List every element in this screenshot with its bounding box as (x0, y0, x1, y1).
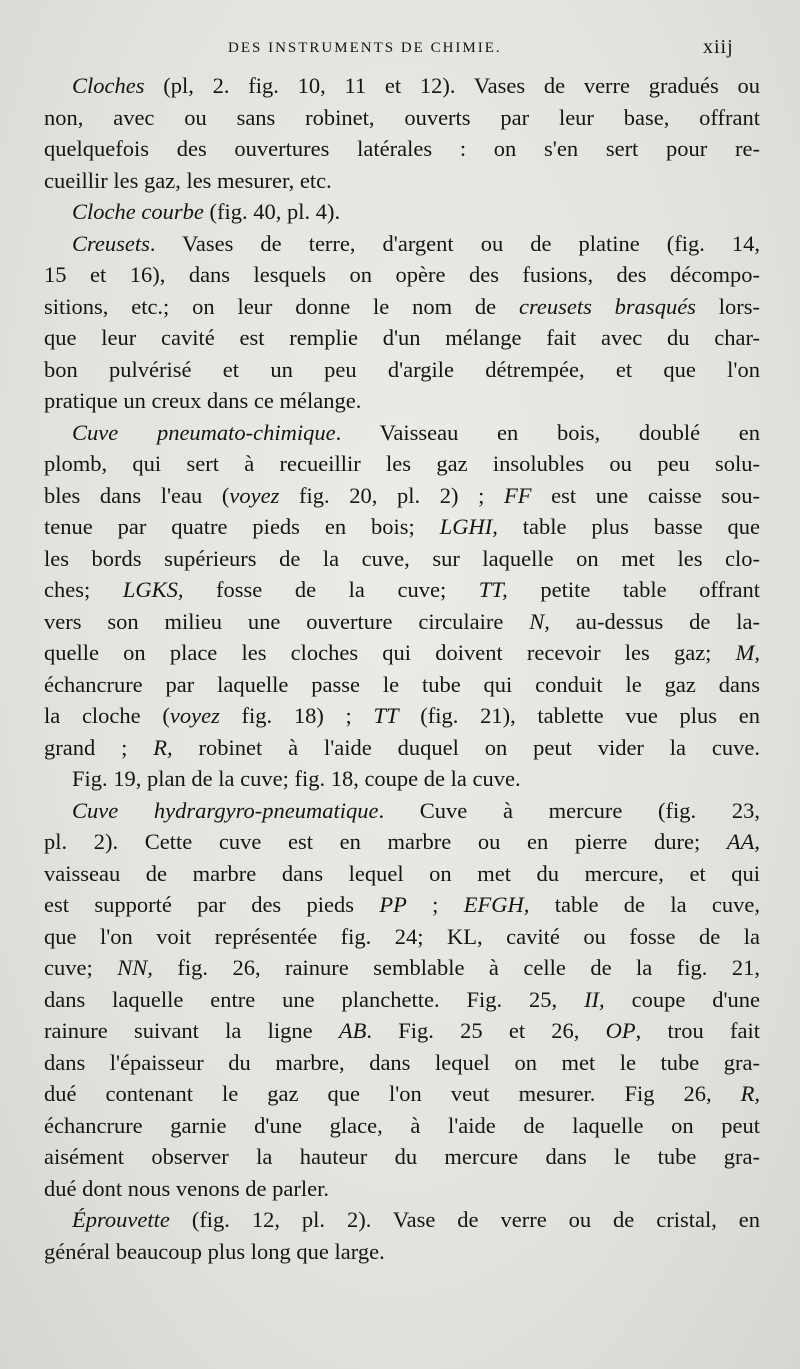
text-line: que l'on voit représentée fig. 24; KL, cavité ou fosse de la (44, 923, 760, 949)
text-line: est supporté par des pieds PP ; EFGH, table de la cuve, (44, 892, 760, 917)
text-line: bon pulvérisé et un peu d'argile détrempée, et que l'on (44, 356, 760, 382)
text-line: plomb, qui sert à recueillir les gaz insolubles ou peu solu- (44, 451, 760, 476)
text-line: dans laquelle entre une planchette. Fig. 25, II, coupe d'une (44, 986, 761, 1012)
text-line: dans l'épaisseur du marbre, dans lequel on met le tube gra- (44, 1049, 760, 1075)
text-line: Creusets. Vases de terre, d'argent ou de platine (fig. 14, (72, 230, 760, 256)
text-line: Cuve pneumato-chimique. Vaisseau en bois, doublé en (72, 419, 761, 445)
text-line: grand ; R, robinet à l'aide duquel on peut vider la cuve. (44, 734, 760, 760)
text-line: Cloches (pl, 2. fig. 10, 11 et 12). Vases de verre gradués ou (72, 73, 760, 98)
text-line: Cloche courbe (fig. 40, pl. 4). (72, 199, 341, 224)
running-head: DES INSTRUMENTS DE CHIMIE. (228, 40, 502, 56)
text-line: général beaucoup plus long que large. (44, 1238, 385, 1264)
text-line: tenue par quatre pieds en bois; LGHI, table plus basse que (44, 514, 760, 539)
text-line: Fig. 19, plan de la cuve; fig. 18, coupe de la cuve. (72, 766, 521, 791)
text-line: bles dans l'eau (voyez fig. 20, pl. 2) ; FF est une caisse sou- (44, 482, 761, 508)
text-line: 15 et 16), dans lesquels on opère des fusions, des décompo- (44, 262, 760, 287)
page-number: xiij (703, 36, 734, 58)
body-text (44, 70, 760, 1267)
text-line: quelquefois des ouvertures latérales : on s'en sert pour re- (44, 136, 760, 161)
text-line: que leur cavité est remplie d'un mélange fait avec du char- (44, 325, 760, 350)
text-line: cuve; NN, fig. 26, rainure semblable à celle de la fig. 21, (44, 955, 761, 980)
text-line: sitions, etc.; on leur donne le nom de creusets brasqués lors- (44, 293, 760, 319)
text-line: dué dont nous venons de parler. (44, 1175, 329, 1201)
text-line: non, avec ou sans robinet, ouverts par leur base, offrant (44, 104, 760, 130)
text-line: les bords supérieurs de la cuve, sur laquelle on met les clo- (44, 545, 760, 571)
text-line: échancrure garnie d'une glace, à l'aide de laquelle on peut (44, 1112, 760, 1138)
text-line: Éprouvette (fig. 12, pl. 2). Vase de verre ou de cristal, en (72, 1207, 760, 1232)
text-line: vaisseau de marbre dans lequel on met du mercure, et qui (44, 860, 760, 886)
page-header (0, 36, 800, 60)
text-line: cueillir les gaz, les mesurer, etc. (44, 167, 332, 193)
text-line: pl. 2). Cette cuve est en marbre ou en pierre dure; AA, (44, 829, 760, 854)
text-line: vers son milieu une ouverture circulaire N, au-dessus de la- (44, 608, 760, 634)
text-line: rainure suivant la ligne AB. Fig. 25 et 26, OP, trou fait (44, 1018, 760, 1043)
text-line: pratique un creux dans ce mélange. (44, 388, 362, 413)
text-line: quelle on place les cloches qui doivent recevoir les gaz; M, (44, 640, 760, 665)
text-line: aisément observer la hauteur du mercure dans le tube gra- (44, 1144, 760, 1169)
text-line: échancrure par laquelle passe le tube qui conduit le gaz dans (44, 671, 760, 697)
text-line: la cloche (voyez fig. 18) ; TT (fig. 21), tablette vue plus en (44, 703, 760, 728)
text-line: Cuve hydrargyro-pneumatique. Cuve à mercure (fig. 23, (72, 797, 760, 823)
text-line: ches; LGKS, fosse de la cuve; TT, petite table offrant (44, 577, 760, 602)
text-line: dué contenant le gaz que l'on veut mesurer. Fig 26, R, (44, 1081, 760, 1106)
